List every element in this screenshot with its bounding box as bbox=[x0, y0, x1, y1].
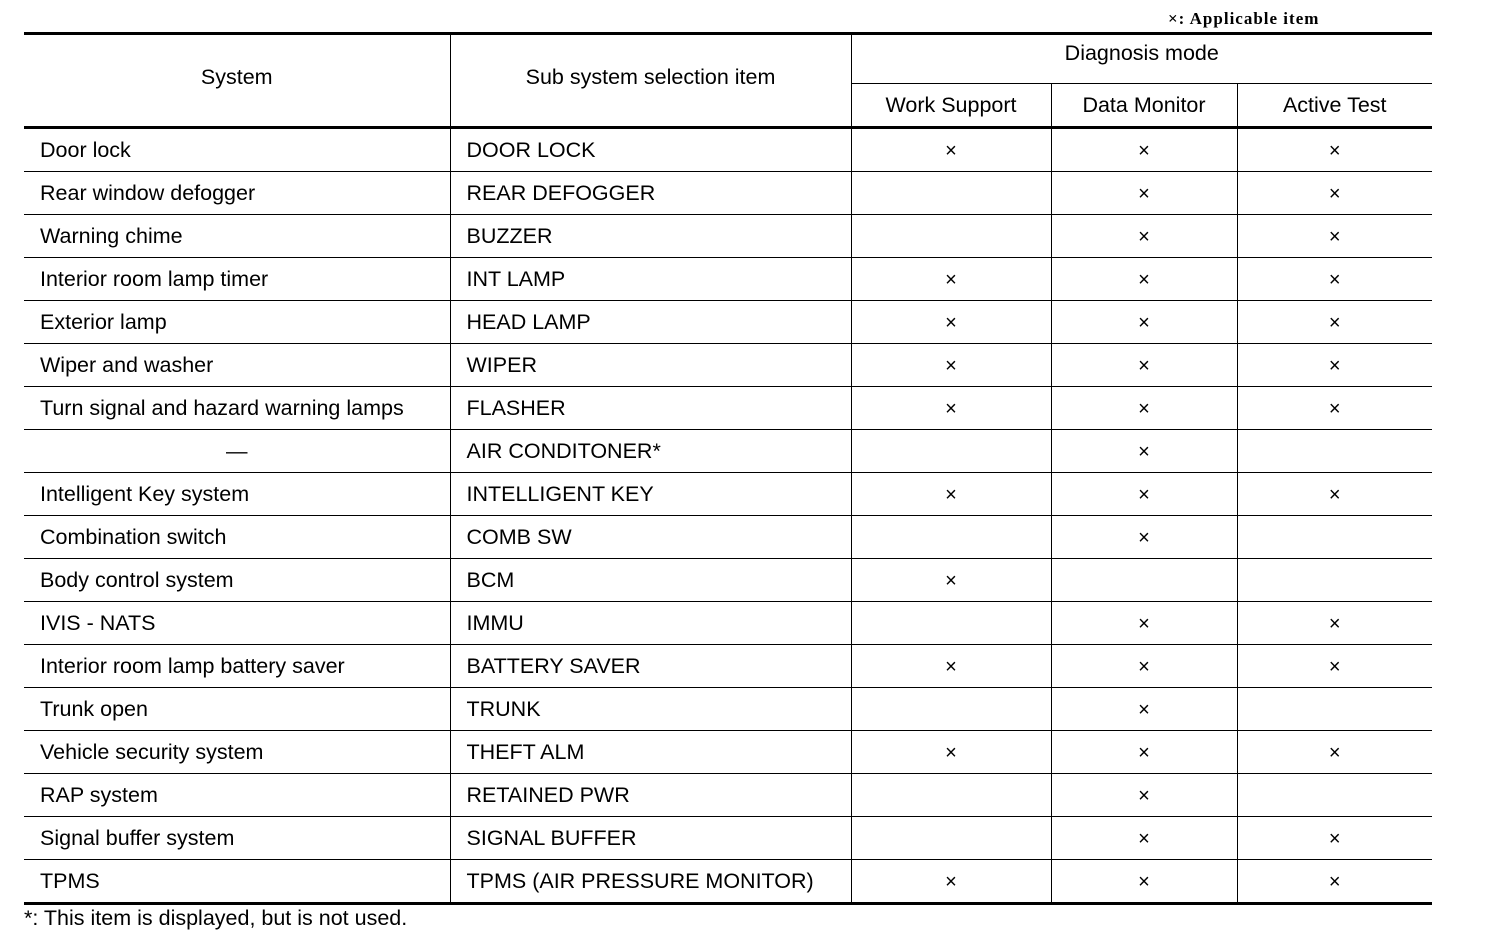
applicable-mark: × bbox=[945, 311, 957, 334]
applicable-mark: × bbox=[1328, 397, 1341, 420]
work-support-cell bbox=[851, 473, 1051, 516]
applicable-mark: × bbox=[1138, 397, 1150, 420]
active-test-cell bbox=[1237, 688, 1432, 731]
system-cell: Vehicle security system bbox=[24, 731, 450, 774]
system-cell: Signal buffer system bbox=[24, 817, 450, 860]
table-body bbox=[24, 128, 1432, 904]
applicable-mark: × bbox=[1138, 741, 1150, 764]
applicable-mark: × bbox=[1328, 354, 1341, 377]
table-row bbox=[24, 602, 1432, 645]
table-row bbox=[24, 128, 1432, 172]
applicable-mark: × bbox=[1328, 139, 1341, 162]
table-row bbox=[24, 731, 1432, 774]
work-support-cell bbox=[851, 430, 1051, 473]
applicable-mark: × bbox=[945, 655, 957, 678]
applicable-mark: × bbox=[945, 397, 957, 420]
applicable-mark: × bbox=[945, 741, 957, 764]
data-monitor-cell bbox=[1051, 128, 1237, 172]
applicable-mark: × bbox=[1138, 225, 1150, 248]
footnote: *: This item is displayed, but is not used. bbox=[24, 906, 408, 930]
system-cell: Interior room lamp timer bbox=[24, 258, 450, 301]
data-monitor-cell bbox=[1051, 559, 1237, 602]
applicable-mark: × bbox=[1138, 827, 1150, 850]
header-sub-system: Sub system selection item bbox=[450, 34, 851, 128]
active-test-cell bbox=[1237, 301, 1432, 344]
system-cell: IVIS - NATS bbox=[24, 602, 450, 645]
sub-system-cell: RETAINED PWR bbox=[450, 774, 851, 817]
active-test-cell bbox=[1237, 215, 1432, 258]
sub-system-cell: INTELLIGENT KEY bbox=[450, 473, 851, 516]
applicable-mark: × bbox=[1138, 612, 1150, 635]
applicable-mark: × bbox=[1138, 526, 1150, 549]
active-test-cell bbox=[1237, 473, 1432, 516]
data-monitor-cell bbox=[1051, 172, 1237, 215]
sub-system-cell: FLASHER bbox=[450, 387, 851, 430]
applicable-mark: × bbox=[1138, 698, 1150, 721]
active-test-cell bbox=[1237, 128, 1432, 172]
applicable-mark: × bbox=[945, 870, 957, 893]
sub-system-cell: BCM bbox=[450, 559, 851, 602]
data-monitor-cell bbox=[1051, 258, 1237, 301]
applicable-mark: × bbox=[1328, 483, 1341, 506]
applicable-mark: × bbox=[1328, 311, 1341, 334]
sub-system-cell: TPMS (AIR PRESSURE MONITOR) bbox=[450, 860, 851, 904]
applicable-mark: × bbox=[1138, 655, 1150, 678]
sub-system-cell: TRUNK bbox=[450, 688, 851, 731]
sub-system-cell: DOOR LOCK bbox=[450, 128, 851, 172]
table-row bbox=[24, 688, 1432, 731]
applicable-mark: × bbox=[945, 268, 957, 291]
data-monitor-cell bbox=[1051, 731, 1237, 774]
work-support-cell bbox=[851, 387, 1051, 430]
system-cell: Body control system bbox=[24, 559, 450, 602]
sub-system-cell: THEFT ALM bbox=[450, 731, 851, 774]
work-support-cell bbox=[851, 516, 1051, 559]
table-row bbox=[24, 473, 1432, 516]
system-cell: Wiper and washer bbox=[24, 344, 450, 387]
system-cell: RAP system bbox=[24, 774, 450, 817]
applicable-mark: × bbox=[1138, 483, 1150, 506]
table-header bbox=[24, 34, 1432, 128]
data-monitor-cell bbox=[1051, 645, 1237, 688]
header-work-support: Work Support bbox=[851, 84, 1051, 128]
applicable-mark: × bbox=[1138, 440, 1150, 463]
applicable-mark: × bbox=[945, 139, 957, 162]
system-cell: Warning chime bbox=[24, 215, 450, 258]
system-cell: Exterior lamp bbox=[24, 301, 450, 344]
table-row bbox=[24, 344, 1432, 387]
table-row bbox=[24, 860, 1432, 904]
table-row bbox=[24, 430, 1432, 473]
header-system: System bbox=[24, 34, 450, 128]
system-cell: Combination switch bbox=[24, 516, 450, 559]
sub-system-cell: WIPER bbox=[450, 344, 851, 387]
work-support-cell bbox=[851, 774, 1051, 817]
applicable-mark: × bbox=[1328, 612, 1341, 635]
active-test-cell bbox=[1237, 344, 1432, 387]
sub-system-cell: IMMU bbox=[450, 602, 851, 645]
work-support-cell bbox=[851, 688, 1051, 731]
applicable-mark: × bbox=[1328, 655, 1341, 678]
applicable-mark: × bbox=[1138, 311, 1150, 334]
sub-system-cell: BATTERY SAVER bbox=[450, 645, 851, 688]
system-cell: Interior room lamp battery saver bbox=[24, 645, 450, 688]
applicable-mark: × bbox=[1138, 268, 1150, 291]
active-test-cell bbox=[1237, 258, 1432, 301]
table-row bbox=[24, 559, 1432, 602]
work-support-cell bbox=[851, 645, 1051, 688]
data-monitor-cell bbox=[1051, 516, 1237, 559]
table-row bbox=[24, 516, 1432, 559]
applicable-mark: × bbox=[1328, 268, 1341, 291]
applicable-item-legend: ×: Applicable item bbox=[1168, 9, 1320, 28]
data-monitor-cell bbox=[1051, 688, 1237, 731]
applicable-mark: × bbox=[1328, 741, 1341, 764]
work-support-cell bbox=[851, 602, 1051, 645]
sub-system-cell: COMB SW bbox=[450, 516, 851, 559]
data-monitor-cell bbox=[1051, 301, 1237, 344]
work-support-cell bbox=[851, 172, 1051, 215]
work-support-cell bbox=[851, 128, 1051, 172]
work-support-cell bbox=[851, 344, 1051, 387]
table-row bbox=[24, 817, 1432, 860]
data-monitor-cell bbox=[1051, 430, 1237, 473]
active-test-cell bbox=[1237, 774, 1432, 817]
active-test-cell bbox=[1237, 860, 1432, 904]
system-cell: Trunk open bbox=[24, 688, 450, 731]
active-test-cell bbox=[1237, 172, 1432, 215]
data-monitor-cell bbox=[1051, 817, 1237, 860]
applicable-mark: × bbox=[945, 483, 957, 506]
applicable-mark: × bbox=[945, 569, 957, 592]
sub-system-cell: BUZZER bbox=[450, 215, 851, 258]
table-row bbox=[24, 774, 1432, 817]
active-test-cell bbox=[1237, 645, 1432, 688]
applicable-mark: × bbox=[1328, 827, 1341, 850]
sub-system-cell: SIGNAL BUFFER bbox=[450, 817, 851, 860]
active-test-cell bbox=[1237, 731, 1432, 774]
applicable-mark: × bbox=[1138, 182, 1150, 205]
data-monitor-cell bbox=[1051, 215, 1237, 258]
active-test-cell bbox=[1237, 516, 1432, 559]
applicable-mark: × bbox=[1138, 870, 1150, 893]
table-row bbox=[24, 215, 1432, 258]
data-monitor-cell bbox=[1051, 602, 1237, 645]
system-cell: — bbox=[24, 430, 450, 473]
table-row bbox=[24, 172, 1432, 215]
table-row bbox=[24, 387, 1432, 430]
data-monitor-cell bbox=[1051, 344, 1237, 387]
work-support-cell bbox=[851, 817, 1051, 860]
table-row bbox=[24, 645, 1432, 688]
applicable-mark: × bbox=[1328, 870, 1341, 893]
data-monitor-cell bbox=[1051, 774, 1237, 817]
data-monitor-cell bbox=[1051, 387, 1237, 430]
sub-system-cell: HEAD LAMP bbox=[450, 301, 851, 344]
system-cell: Door lock bbox=[24, 128, 450, 172]
active-test-cell bbox=[1237, 817, 1432, 860]
applicable-mark: × bbox=[1138, 354, 1150, 377]
sub-system-cell: REAR DEFOGGER bbox=[450, 172, 851, 215]
work-support-cell bbox=[851, 215, 1051, 258]
applicable-mark: × bbox=[945, 354, 957, 377]
system-cell: Intelligent Key system bbox=[24, 473, 450, 516]
work-support-cell bbox=[851, 860, 1051, 904]
work-support-cell bbox=[851, 301, 1051, 344]
work-support-cell bbox=[851, 731, 1051, 774]
sub-system-cell: AIR CONDITONER* bbox=[450, 430, 851, 473]
applicable-mark: × bbox=[1328, 182, 1341, 205]
applicable-mark: × bbox=[1138, 139, 1150, 162]
work-support-cell bbox=[851, 258, 1051, 301]
table-row bbox=[24, 301, 1432, 344]
table-row bbox=[24, 258, 1432, 301]
data-monitor-cell bbox=[1051, 473, 1237, 516]
applicable-mark: × bbox=[1328, 225, 1341, 248]
active-test-cell bbox=[1237, 430, 1432, 473]
header-diagnosis-mode: Diagnosis mode bbox=[851, 34, 1432, 84]
work-support-cell bbox=[851, 559, 1051, 602]
system-cell: Turn signal and hazard warning lamps bbox=[24, 387, 450, 430]
system-cell: Rear window defogger bbox=[24, 172, 450, 215]
diagnosis-mode-table bbox=[24, 32, 1432, 905]
sub-system-cell: INT LAMP bbox=[450, 258, 851, 301]
header-active-test: Active Test bbox=[1237, 84, 1432, 128]
header-data-monitor: Data Monitor bbox=[1051, 84, 1237, 128]
active-test-cell bbox=[1237, 387, 1432, 430]
applicable-mark: × bbox=[1138, 784, 1150, 807]
system-cell: TPMS bbox=[24, 860, 450, 904]
active-test-cell bbox=[1237, 559, 1432, 602]
active-test-cell bbox=[1237, 602, 1432, 645]
data-monitor-cell bbox=[1051, 860, 1237, 904]
